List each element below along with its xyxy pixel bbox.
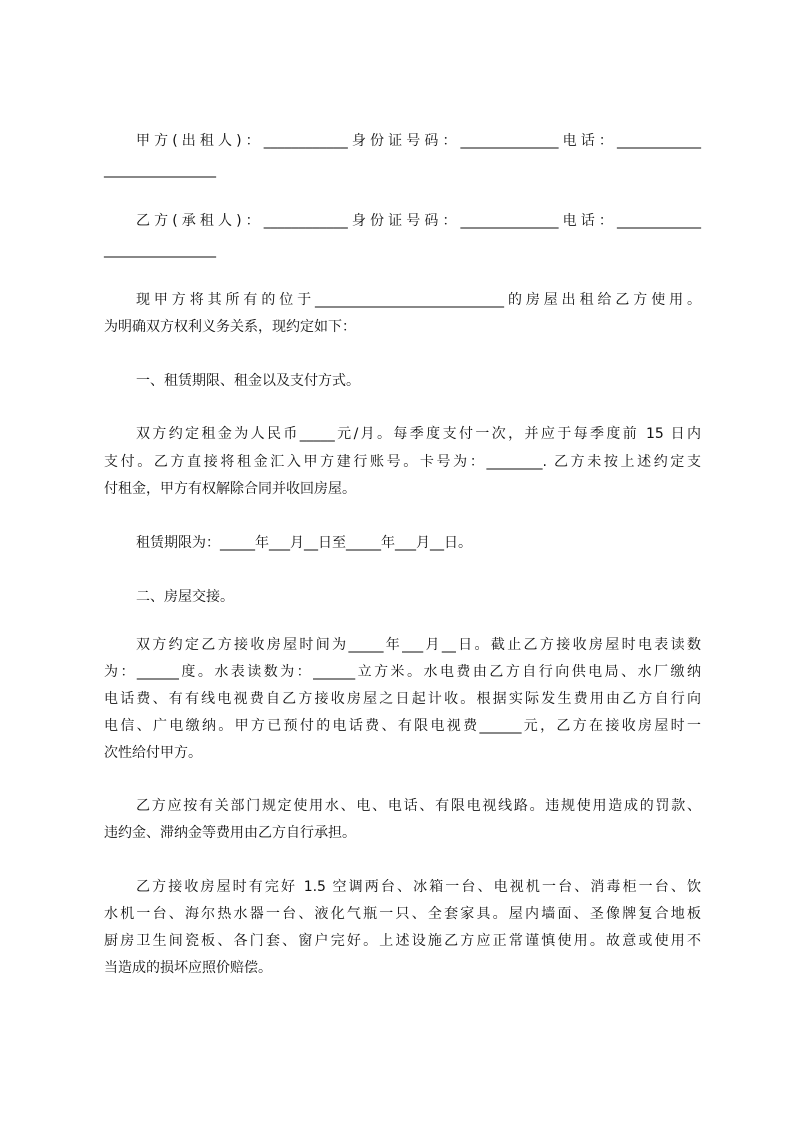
facilities-paragraph-end: 当造成的损坏应照价赔偿。 [104, 960, 272, 976]
handover-paragraph-cont: 为：______度。水表读数为：______立方米。水电费由乙方自行向供电局、水厂缴纳 [104, 664, 701, 680]
party-b-line-cont: ________________ [104, 242, 216, 258]
handover-paragraph-cont: 电信、广电缴纳。甲方已预付的电话费、有限电视费______元，乙方在接收房屋时一 [104, 718, 701, 734]
rent-paragraph-end: 付租金，甲方有权解除合同并收回房屋。 [104, 481, 356, 497]
lease-term: 租赁期限为：_____年___月__日至_____年___月__日。 [136, 535, 472, 551]
party-a-line: 甲方(出租人)：____________身份证号码：______________电话：____________ [136, 133, 701, 149]
section-1-heading: 一、租赁期限、租金以及支付方式。 [136, 373, 360, 389]
intro-paragraph: 现甲方将其所有的位于___________________________的房屋出租给乙方使用。 [136, 292, 701, 308]
rent-paragraph: 双方约定租金为人民币_____元/月。每季度支付一次，并应于每季度前 15 日内 [136, 426, 701, 442]
rent-paragraph-cont: 支付。乙方直接将租金汇入甲方建行账号。卡号为：________. 乙方未按上述约定支 [104, 454, 701, 470]
facilities-paragraph: 乙方接收房屋时有完好 1.5 空调两台、冰箱一台、电视机一台、消毒柜一台、饮 [136, 879, 701, 895]
facilities-paragraph-cont: 水机一台、海尔热水器一台、液化气瓶一只、全套家具。屋内墙面、圣像牌复合地板 [104, 906, 701, 922]
party-a-line-cont: ________________ [104, 162, 216, 178]
usage-paragraph: 乙方应按有关部门规定使用水、电、电话、有限电视线路。违规使用造成的罚款、 [136, 798, 701, 814]
section-2-heading: 二、房屋交接。 [136, 589, 234, 605]
handover-paragraph: 双方约定乙方接收房屋时间为_____年___月__日。截止乙方接收房屋时电表读数 [136, 637, 701, 653]
intro-paragraph-cont: 为明确双方权利义务关系，现约定如下： [104, 319, 356, 335]
party-b-line: 乙方(承租人)：____________身份证号码：______________电话：____________ [136, 213, 701, 229]
usage-paragraph-end: 违约金、滞纳金等费用由乙方自行承担。 [104, 825, 356, 841]
handover-paragraph-cont: 电话费、有有线电视费自乙方接收房屋之日起计收。根据实际发生费用由乙方自行向 [104, 691, 701, 707]
handover-paragraph-end: 次性给付甲方。 [104, 745, 202, 761]
facilities-paragraph-cont: 厨房卫生间瓷板、各门套、窗户完好。上述设施乙方应正常谨慎使用。故意或使用不 [104, 933, 701, 949]
